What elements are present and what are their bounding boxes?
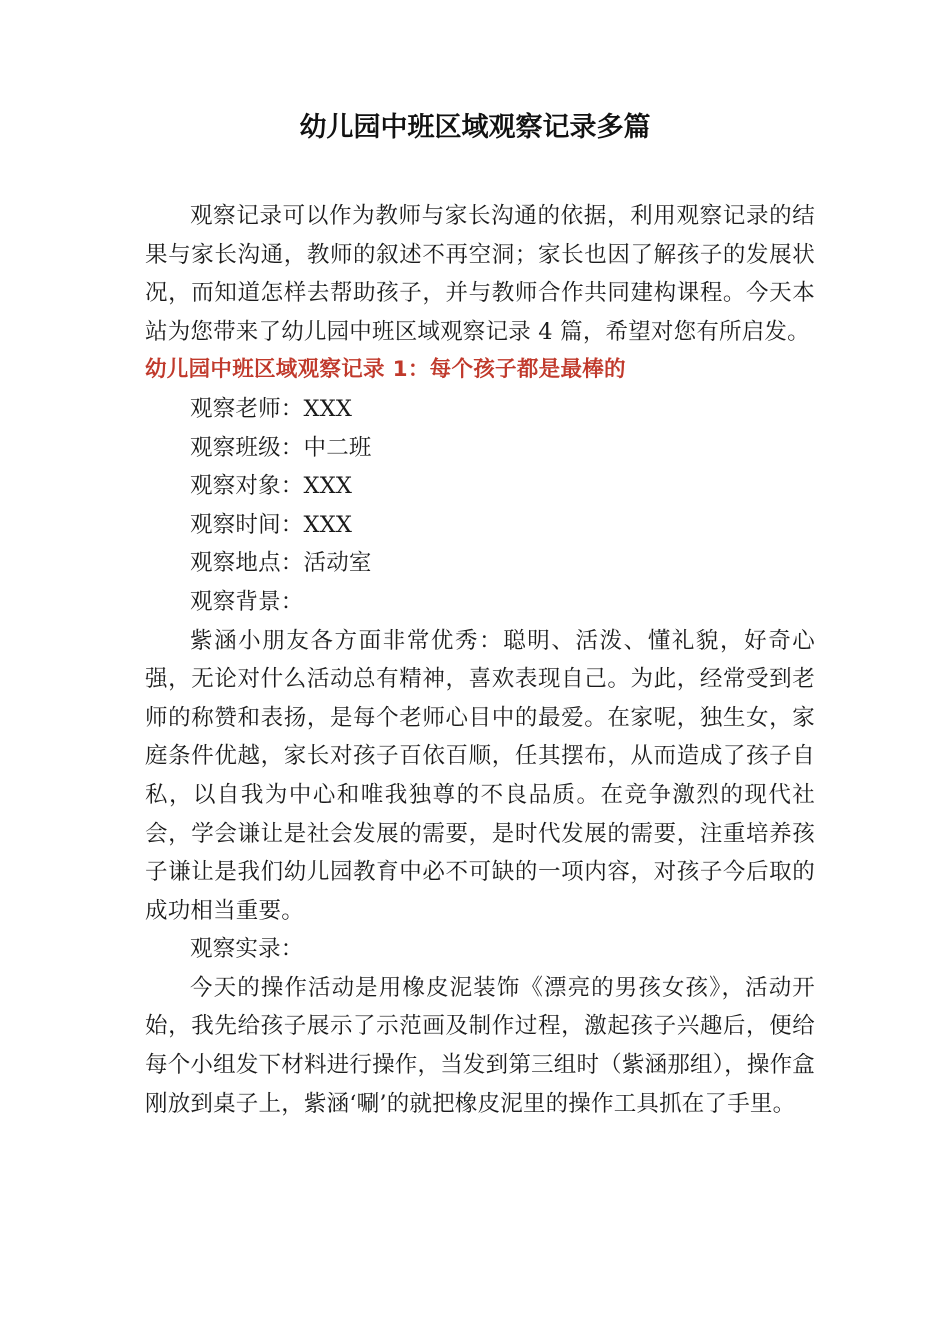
field-teacher: 观察老师：XXX: [190, 395, 353, 422]
intro-paragraph: 观察记录可以作为教师与家长沟通的依据，利用观察记录的结果与家长沟通，教师的叙述不再空洞；家长也因了解孩子的发展状况，而知道怎样去帮助孩子，并与教师合作共同建构课程。今天本站为您带来了幼儿园中班区域观察记录 4 篇，希望对您有所启发。: [145, 203, 815, 345]
record-label: 观察实录：: [190, 936, 304, 963]
field-time: 观察时间：XXX: [190, 511, 353, 538]
section-heading: 幼儿园中班区域观察记录 1：每个孩子都是最棒的: [145, 357, 626, 383]
background-paragraph: 紫涵小朋友各方面非常优秀：聪明、活泼、懂礼貌，好奇心强，无论对什么活动总有精神，喜欢表现自己。为此，经常受到老师的称赞和表扬，是每个老师心目中的最爱。在家呢，独生女，家庭条件优越，家长对孩子百依百顺，任其摆布，从而造成了孩子自私，以自我为中心和唯我独尊的不良品质。在竞争激烈的现代社会，学会谦让是社会发展的需要，是时代发展的需要，注重培养孩子谦让是我们幼儿园教育中必不可缺的一项内容，对孩子今后取的成功相当重要。: [145, 627, 815, 924]
record-paragraph: 今天的操作活动是用橡皮泥装饰《漂亮的男孩女孩》，活动开始，我先给孩子展示了示范画及制作过程，激起孩子兴趣后，便给每个小组发下材料进行操作，当发到第三组时（紫涵那组），操作盒刚放到桌子上，紫涵‘唰’的就把橡皮泥里的操作工具抓在了手里。: [145, 974, 815, 1117]
field-class: 观察班级：中二班: [190, 434, 372, 461]
background-label: 观察背景：: [190, 588, 304, 615]
document-body: [145, 197, 815, 1123]
document-title: 幼儿园中班区域观察记录多篇: [299, 112, 651, 143]
field-subject: 观察对象：XXX: [190, 473, 353, 500]
field-place: 观察地点：活动室: [190, 550, 372, 577]
